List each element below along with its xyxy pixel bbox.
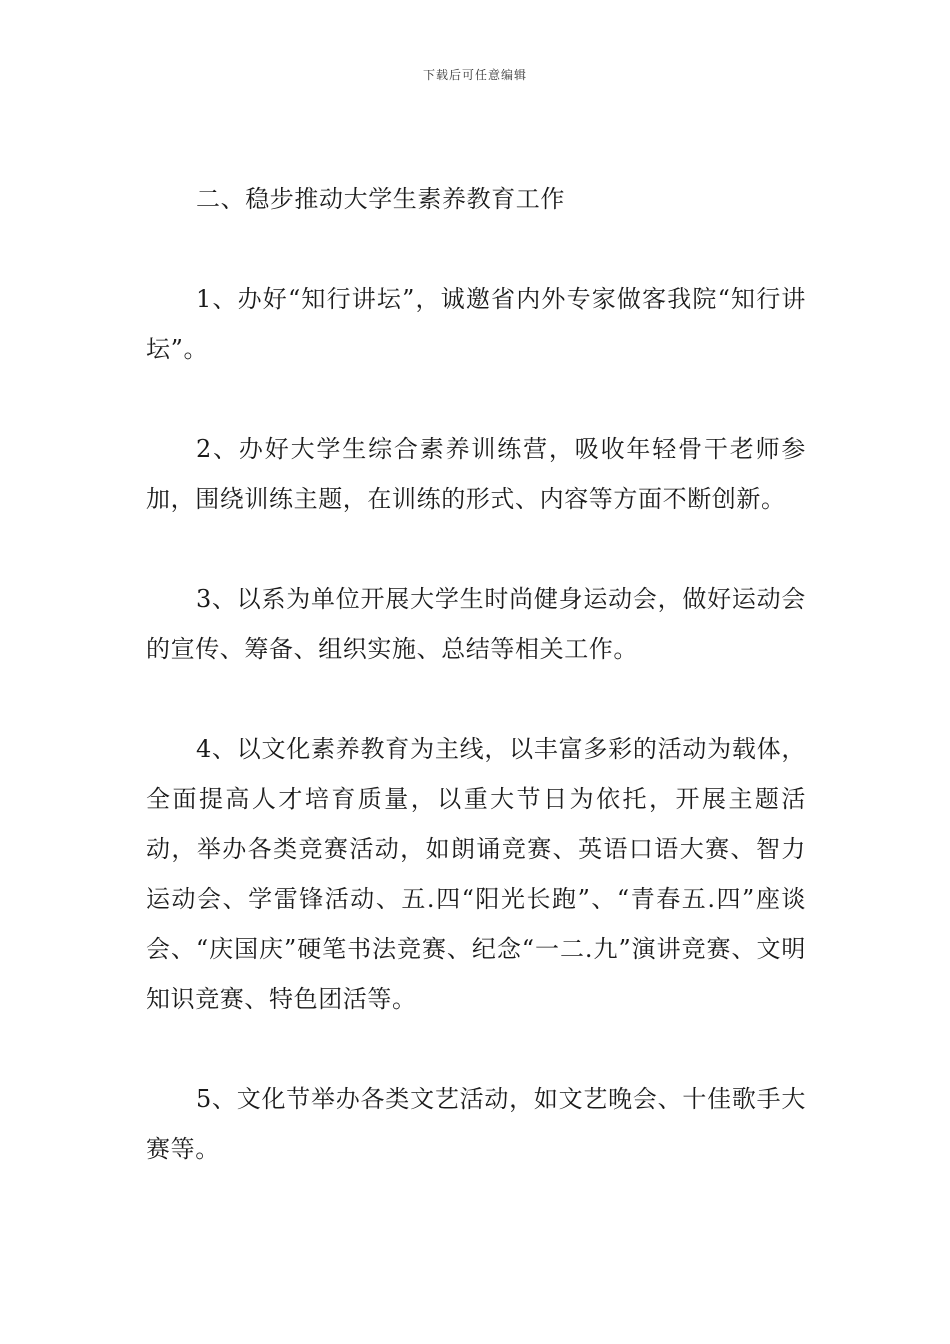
list-item-2: 2、办好大学生综合素养训练营，吸收年轻骨干老师参加，围绕训练主题，在训练的形式、内容等方面不断创新。 — [146, 435, 806, 513]
page-header-note: 下载后可任意编辑 — [422, 68, 527, 82]
document-body — [146, 174, 806, 1224]
list-item-3: 3、以系为单位开展大学生时尚健身运动会，做好运动会的宣传、筹备、组织实施、总结等相关工作。 — [146, 585, 806, 663]
list-item-1: 1、办好“知行讲坛”，诚邀省内外专家做客我院“知行讲坛”。 — [146, 285, 806, 363]
section-title: 二、稳步推动大学生素养教育工作 — [196, 185, 565, 213]
list-item-5: 5、文化节举办各类文艺活动，如文艺晚会、十佳歌手大赛等。 — [146, 1085, 806, 1163]
list-item-4: 4、以文化素养教育为主线，以丰富多彩的活动为载体，全面提高人才培育质量，以重大节日为依托，开展主题活动，举办各类竞赛活动，如朗诵竞赛、英语口语大赛、智力运动会、学雷锋活动、五.四“阳光长跑”、“青春五.四”座谈会、“庆国庆”硬笔书法竞赛、纪念“一二.九”演讲竞赛、文明知识竞赛、特色团活等。 — [146, 735, 806, 1013]
